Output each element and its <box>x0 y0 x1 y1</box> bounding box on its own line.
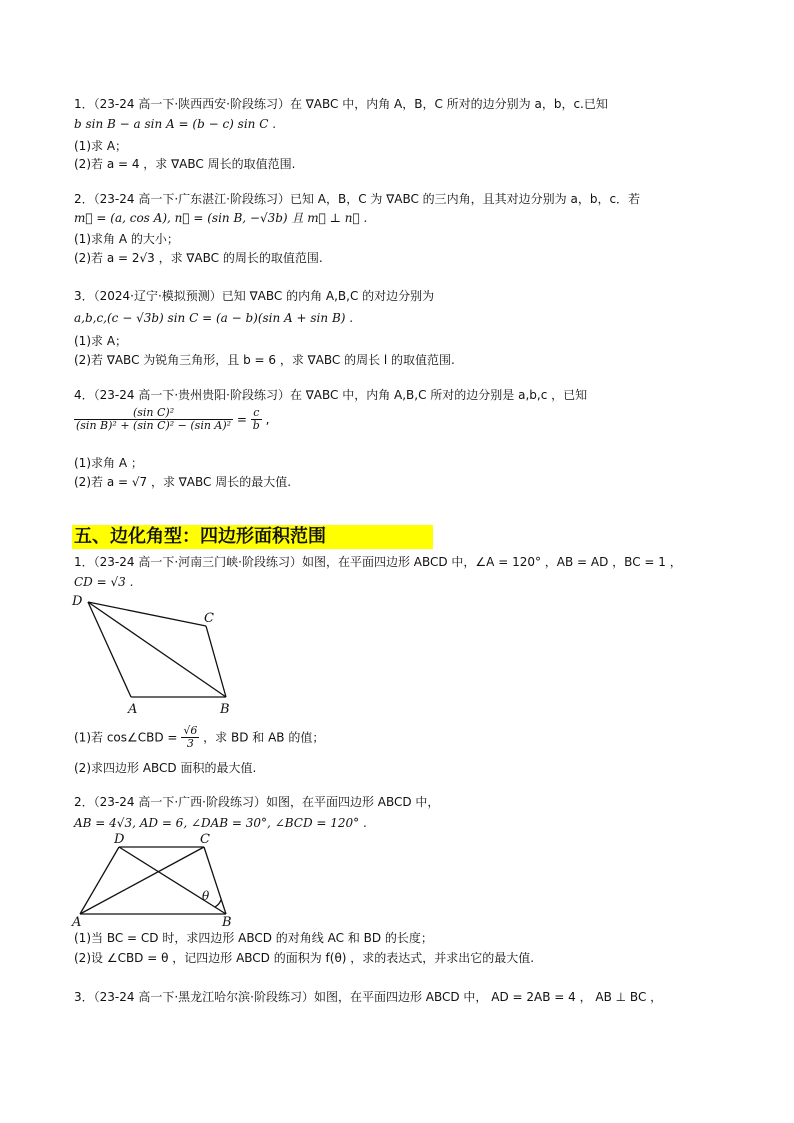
problem-4-1-equation: b sin B − a sin A = (b − c) sin C . <box>74 117 277 131</box>
label-d: D <box>72 594 83 609</box>
problem-5-2-q2: (2)设 ∠CBD = θ ，记四边形 ABCD 的面积为 f(θ) ，求的表达式，并求出它的最大值. <box>74 951 535 965</box>
label-b: B <box>222 915 232 930</box>
problem-4-3-stem: 3．（2024·辽宁·模拟预测）已知 ∇ABC 的内角 A,B,C 的对边分别为 <box>74 289 435 303</box>
cos-fraction: $\frac{√6}{3}$ <box>183 724 198 750</box>
section-heading <box>72 525 433 549</box>
problem-4-3-q2: (2)若 ∇ABC 为锐角三角形，且 b = 6 ，求 ∇ABC 的周长 l 的取值范围. <box>74 353 455 367</box>
label-c: C <box>204 611 214 626</box>
problem-5-1-stem: 1．（23-24 高一下·河南三门峡·阶段练习）如图，在平面四边形 ABCD 中，∠A = 120° ，AB = AD ，BC = 1 ， <box>74 555 682 569</box>
problem-4-4-stem: 4．（23-24 高一下·贵州贵阳·阶段练习）在 ∇ABC 中，内角 A,B,C 所对的边分别是 a,b,c ，已知 <box>74 388 588 402</box>
label-b: B <box>220 702 230 717</box>
quadrilateral-figure-1 <box>70 592 240 717</box>
problem-4-1-q2: (2)若 a = 4 ，求 ∇ABC 周长的取值范围. <box>74 157 296 171</box>
problem-5-1-q1: (1)若 cos∠CBD = $\frac{√6}{3}$ ，求 BD 和 AB 的值； <box>74 724 325 750</box>
edge-cb <box>204 847 226 914</box>
edge-cb <box>206 626 226 697</box>
section-heading-text: 五、边化角型：四边形面积范围 <box>74 526 326 547</box>
problem-4-4-equation: $\frac{\text{(sin C)²}}{\text{(sin B)² + (sin C)² − (sin A)²}}$ = $\frac{c}{b}$ , <box>76 406 270 432</box>
problem-5-1-stem-cont: CD = √3 . <box>74 575 134 589</box>
problem-4-2-stem: 2．（23-24 高一下·广东湛江·阶段练习）已知 A，B，C 为 ∇ABC 的三内角，且其对边分别为 a，b，c．若 <box>74 192 641 206</box>
problem-5-1-q2: (2)求四边形 ABCD 面积的最大值. <box>74 761 257 775</box>
angle-theta-arc <box>215 900 221 907</box>
problem-4-2-q2: (2)若 a = 2√3 ，求 ∇ABC 的周长的取值范围. <box>74 251 323 265</box>
problem-4-2-vectors: m⃗ = (a, cos A), n⃗ = (sin B, −√3b) 且 m⃗ ⊥ n⃗ . <box>74 211 368 225</box>
problem-4-1-stem: 1．（23-24 高一下·陕西西安·阶段练习）在 ∇ABC 中，内角 A，B，C 所对的边分别为 a，b，c.已知 <box>74 97 608 111</box>
label-a: A <box>72 915 82 930</box>
equation-lhs-fraction: $\frac{\text{(sin C)²}}{\text{(sin B)² + (sin C)² − (sin A)²}}$ <box>76 406 232 432</box>
problem-5-2-givens: AB = 4√3, AD = 6, ∠DAB = 30°, ∠BCD = 120° . <box>74 816 367 830</box>
problem-5-3-stem: 3．（23-24 高一下·黑龙江哈尔滨·阶段练习）如图，在平面四边形 ABCD 中， AD = 2AB = 4 ， AB ⊥ BC ， <box>74 990 663 1004</box>
problem-4-3-equation: a,b,c,(c − √3b) sin C = (a − b)(sin A + sin B) . <box>74 311 354 325</box>
equation-rhs-fraction: $\frac{c}{b}$ <box>252 406 260 432</box>
label-theta: θ <box>202 889 210 903</box>
label-c: C <box>200 832 210 847</box>
diagonal-db <box>119 847 226 914</box>
problem-4-3-q1: (1)求 A； <box>74 334 128 348</box>
diagonal-ac <box>80 847 204 914</box>
problem-4-1-q1: (1)求 A； <box>74 139 128 153</box>
problem-4-2-q1: (1)求角 A 的大小； <box>74 232 179 246</box>
quadrilateral-figure-2 <box>70 830 245 930</box>
label-d: D <box>114 832 125 847</box>
problem-5-2-stem: 2．（23-24 高一下·广西·阶段练习）如图，在平面四边形 ABCD 中， <box>74 795 440 809</box>
label-a: A <box>128 702 138 717</box>
problem-5-2-q1: (1)当 BC = CD 时，求四边形 ABCD 的对角线 AC 和 BD 的长度； <box>74 931 433 945</box>
problem-4-4-q2: (2)若 a = √7 ，求 ∇ABC 周长的最大值. <box>74 475 292 489</box>
problem-4-4-q1: (1)求角 A ； <box>74 456 143 470</box>
